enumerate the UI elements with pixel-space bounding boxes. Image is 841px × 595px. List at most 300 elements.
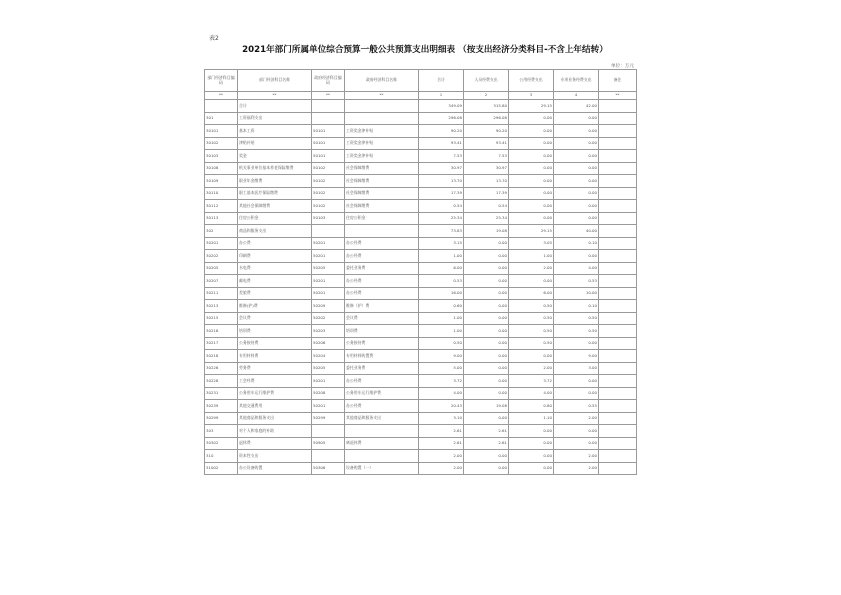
- gov-code-cell: 50201: [312, 250, 345, 263]
- table-row: [205, 462, 637, 475]
- special-cell: 0.00: [554, 200, 599, 213]
- public-cell: 0.00: [509, 275, 554, 288]
- dept-name-cell: 奖金: [238, 150, 312, 163]
- gov-name-cell: 办公经费: [345, 287, 419, 300]
- gov-code-cell: [312, 450, 345, 463]
- unit-label: 单位：万元: [611, 64, 634, 69]
- index-cell: **: [345, 92, 419, 100]
- public-cell: 0.00: [509, 200, 554, 213]
- public-cell: 0.50: [509, 337, 554, 350]
- dept-code-cell: 310: [205, 450, 238, 463]
- total-cell: 0.60: [419, 300, 464, 313]
- dept-code-cell: 30216: [205, 325, 238, 338]
- public-cell: 0.00: [509, 187, 554, 200]
- table-row: [205, 137, 637, 150]
- personnel-cell: 93.41: [464, 137, 509, 150]
- note-cell: [599, 362, 637, 375]
- page-title: 2021年部门所属单位综合预算一般公共预算支出明细表 （按支出经济分类科目-不含上年结转）: [242, 45, 608, 55]
- gov-name-cell: 离退休费: [345, 437, 419, 450]
- personnel-cell: 0.00: [464, 450, 509, 463]
- header-gov-code: 政府经济科目编码: [312, 70, 345, 92]
- index-cell: **: [312, 92, 345, 100]
- table-row: [205, 275, 637, 288]
- dept-code-cell: 30207: [205, 275, 238, 288]
- dept-name-cell: 对个人和家庭的补助: [238, 425, 312, 438]
- public-cell: 0.00: [509, 462, 554, 475]
- special-cell: 0.00: [554, 112, 599, 125]
- note-cell: [599, 412, 637, 425]
- special-cell: 9.00: [554, 350, 599, 363]
- personnel-cell: 0.00: [464, 462, 509, 475]
- total-cell: 9.00: [419, 350, 464, 363]
- table-row: [205, 425, 637, 438]
- gov-code-cell: 50299: [312, 412, 345, 425]
- total-cell: 73.83: [419, 225, 464, 238]
- public-cell: 0.00: [509, 450, 554, 463]
- gov-code-cell: 50208: [312, 387, 345, 400]
- gov-name-cell: 工资奖金津补贴: [345, 137, 419, 150]
- gov-name-cell: [345, 225, 419, 238]
- gov-name-cell: 工资奖金津补贴: [345, 150, 419, 163]
- note-cell: [599, 125, 637, 138]
- dept-code-cell: 30211: [205, 287, 238, 300]
- personnel-cell: 0.00: [464, 250, 509, 263]
- public-cell: 0.50: [509, 312, 554, 325]
- personnel-cell: 30.97: [464, 162, 509, 175]
- table-row: [205, 112, 637, 125]
- gov-code-cell: 50201: [312, 400, 345, 413]
- note-cell: [599, 250, 637, 263]
- dept-name-cell: 邮电费: [238, 275, 312, 288]
- public-cell: 0.00: [509, 350, 554, 363]
- index-cell: **: [205, 92, 238, 100]
- header-special: 专项业务经费支出: [554, 70, 599, 92]
- gov-name-cell: 其他商品和服务支出: [345, 412, 419, 425]
- dept-code-cell: 30110: [205, 187, 238, 200]
- gov-name-cell: 办公经费: [345, 375, 419, 388]
- index-cell: **: [238, 92, 312, 100]
- note-cell: [599, 275, 637, 288]
- public-cell: 6.00: [509, 287, 554, 300]
- gov-code-cell: 50203: [312, 325, 345, 338]
- note-cell: [599, 387, 637, 400]
- special-cell: 3.00: [554, 362, 599, 375]
- gov-code-cell: 50201: [312, 375, 345, 388]
- special-cell: 0.55: [554, 400, 599, 413]
- total-cell: 0.54: [419, 200, 464, 213]
- public-cell: 29.15: [509, 100, 554, 113]
- table-row: [205, 187, 637, 200]
- gov-name-cell: 工资奖金津补贴: [345, 125, 419, 138]
- table-row: [205, 262, 637, 275]
- table-row: [205, 325, 637, 338]
- dept-code-cell: 30101: [205, 125, 238, 138]
- gov-code-cell: 50102: [312, 175, 345, 188]
- total-cell: 25.34: [419, 212, 464, 225]
- dept-name-cell: 其他社会保障缴费: [238, 200, 312, 213]
- gov-name-cell: [345, 425, 419, 438]
- gov-code-cell: 50201: [312, 287, 345, 300]
- dept-code-cell: 30217: [205, 337, 238, 350]
- gov-name-cell: 社会保障缴费: [345, 162, 419, 175]
- dept-name-cell: 公务用车运行维护费: [238, 387, 312, 400]
- personnel-cell: 2.61: [464, 425, 509, 438]
- dept-name-cell: 印刷费: [238, 250, 312, 263]
- note-cell: [599, 462, 637, 475]
- index-cell: 2: [464, 92, 509, 100]
- table-row: [205, 312, 637, 325]
- header-total: 合计: [419, 70, 464, 92]
- gov-name-cell: 培训费: [345, 325, 419, 338]
- dept-code-cell: 30108: [205, 162, 238, 175]
- dept-name-cell: 会议费: [238, 312, 312, 325]
- personnel-cell: 25.34: [464, 212, 509, 225]
- personnel-cell: 0.00: [464, 312, 509, 325]
- dept-name-cell: 公务接待费: [238, 337, 312, 350]
- dept-code-cell: 301: [205, 112, 238, 125]
- gov-code-cell: 50101: [312, 137, 345, 150]
- dept-name-cell: 机关事业单位基本养老保险缴费: [238, 162, 312, 175]
- personnel-cell: 17.39: [464, 187, 509, 200]
- dept-name-cell: 工会经费: [238, 375, 312, 388]
- header-personnel: 人员经费支出: [464, 70, 509, 92]
- table-row: [205, 337, 637, 350]
- gov-code-cell: 50101: [312, 125, 345, 138]
- gov-code-cell: 50102: [312, 200, 345, 213]
- index-row: [205, 92, 637, 100]
- note-cell: [599, 262, 637, 275]
- dept-code-cell: 30218: [205, 350, 238, 363]
- public-cell: 0.00: [509, 112, 554, 125]
- dept-code-cell: 30113: [205, 212, 238, 225]
- note-cell: [599, 337, 637, 350]
- table-row: [205, 237, 637, 250]
- special-cell: 0.00: [554, 212, 599, 225]
- total-cell: 349.09: [419, 100, 464, 113]
- dept-code-cell: 30239: [205, 400, 238, 413]
- dept-name-cell: 津贴补贴: [238, 137, 312, 150]
- note-cell: [599, 200, 637, 213]
- dept-name-cell: 其他商品和服务支出: [238, 412, 312, 425]
- note-cell: [599, 450, 637, 463]
- personnel-cell: 13.70: [464, 175, 509, 188]
- special-cell: 2.00: [554, 412, 599, 425]
- public-cell: 1.10: [509, 412, 554, 425]
- gov-name-cell: 专用材料购置费: [345, 350, 419, 363]
- total-cell: 2.00: [419, 462, 464, 475]
- gov-code-cell: 50102: [312, 162, 345, 175]
- gov-name-cell: 办公经费: [345, 400, 419, 413]
- dept-code-cell: [205, 100, 238, 113]
- total-cell: 16.00: [419, 287, 464, 300]
- total-cell: 1.00: [419, 312, 464, 325]
- total-cell: 2.61: [419, 437, 464, 450]
- note-cell: [599, 325, 637, 338]
- table-row: [205, 350, 637, 363]
- page-label: 表2: [209, 35, 219, 42]
- personnel-cell: 0.00: [464, 387, 509, 400]
- special-cell: 0.00: [554, 387, 599, 400]
- special-cell: 0.00: [554, 150, 599, 163]
- public-cell: 0.00: [509, 175, 554, 188]
- special-cell: 10.00: [554, 287, 599, 300]
- public-cell: 0.80: [509, 400, 554, 413]
- dept-code-cell: 30103: [205, 150, 238, 163]
- index-cell: 4: [554, 92, 599, 100]
- dept-code-cell: 30102: [205, 137, 238, 150]
- note-cell: [599, 300, 637, 313]
- personnel-cell: 0.54: [464, 200, 509, 213]
- total-cell: 20.43: [419, 400, 464, 413]
- special-cell: 0.50: [554, 312, 599, 325]
- dept-name-cell: 基本工资: [238, 125, 312, 138]
- total-cell: 93.41: [419, 137, 464, 150]
- gov-name-cell: [345, 100, 419, 113]
- dept-name-cell: 办公费: [238, 237, 312, 250]
- gov-name-cell: 住房公积金: [345, 212, 419, 225]
- personnel-cell: 19.08: [464, 225, 509, 238]
- gov-name-cell: 办公经费: [345, 250, 419, 263]
- table-row: [205, 287, 637, 300]
- personnel-cell: 19.08: [464, 400, 509, 413]
- personnel-cell: 90.20: [464, 125, 509, 138]
- gov-code-cell: 50202: [312, 312, 345, 325]
- public-cell: 0.00: [509, 212, 554, 225]
- total-cell: 30.97: [419, 162, 464, 175]
- public-cell: 0.50: [509, 325, 554, 338]
- gov-code-cell: 50205: [312, 362, 345, 375]
- gov-code-cell: 50102: [312, 187, 345, 200]
- gov-name-cell: 会议费: [345, 312, 419, 325]
- note-cell: [599, 187, 637, 200]
- gov-name-cell: 社会保障缴费: [345, 187, 419, 200]
- public-cell: 29.15: [509, 225, 554, 238]
- budget-table: [204, 69, 637, 475]
- public-cell: 0.00: [509, 137, 554, 150]
- dept-name-cell: 住房公积金: [238, 212, 312, 225]
- note-cell: [599, 287, 637, 300]
- dept-code-cell: 30213: [205, 300, 238, 313]
- total-cell: 4.00: [419, 387, 464, 400]
- table-row: [205, 400, 637, 413]
- special-cell: 0.00: [554, 137, 599, 150]
- dept-code-cell: 302: [205, 225, 238, 238]
- dept-code-cell: 30112: [205, 200, 238, 213]
- special-cell: 0.00: [554, 162, 599, 175]
- table-row: [205, 162, 637, 175]
- table-row: [205, 225, 637, 238]
- total-cell: 3.10: [419, 412, 464, 425]
- note-cell: [599, 437, 637, 450]
- special-cell: 0.00: [554, 250, 599, 263]
- public-cell: 1.00: [509, 250, 554, 263]
- total-cell: 7.53: [419, 150, 464, 163]
- personnel-cell: 0.00: [464, 237, 509, 250]
- table-row: [205, 412, 637, 425]
- table-row: [205, 375, 637, 388]
- personnel-cell: 0.00: [464, 287, 509, 300]
- budget-table-body: [205, 100, 637, 475]
- dept-name-cell: 职工基本医疗保险缴费: [238, 187, 312, 200]
- public-cell: 0.00: [509, 437, 554, 450]
- special-cell: 0.00: [554, 125, 599, 138]
- special-cell: 42.00: [554, 100, 599, 113]
- header-dept-code: 部门经济科目编码: [205, 70, 238, 92]
- note-cell: [599, 237, 637, 250]
- dept-name-cell: 商品和服务支出: [238, 225, 312, 238]
- dept-code-cell: 30228: [205, 375, 238, 388]
- total-cell: 0.50: [419, 337, 464, 350]
- header-public: 公用经费支出: [509, 70, 554, 92]
- table-row: [205, 437, 637, 450]
- special-cell: 2.00: [554, 462, 599, 475]
- public-cell: 2.00: [509, 362, 554, 375]
- gov-code-cell: 50209: [312, 300, 345, 313]
- dept-name-cell: 维修(护)费: [238, 300, 312, 313]
- gov-name-cell: 公务用车运行维护费: [345, 387, 419, 400]
- header-note: 备注: [599, 70, 637, 92]
- gov-code-cell: 50206: [312, 337, 345, 350]
- table-row: [205, 387, 637, 400]
- special-cell: 0.10: [554, 300, 599, 313]
- note-cell: [599, 162, 637, 175]
- personnel-cell: 0.00: [464, 412, 509, 425]
- gov-code-cell: [312, 425, 345, 438]
- total-cell: 5.00: [419, 362, 464, 375]
- dept-code-cell: 30215: [205, 312, 238, 325]
- total-cell: 2.61: [419, 425, 464, 438]
- header-dept-name: 部门经济科目名称: [238, 70, 312, 92]
- total-cell: 296.08: [419, 112, 464, 125]
- index-cell: 1: [419, 92, 464, 100]
- dept-name-cell: 合计: [238, 100, 312, 113]
- gov-code-cell: 50101: [312, 150, 345, 163]
- note-cell: [599, 100, 637, 113]
- table-row: [205, 450, 637, 463]
- public-cell: 3.72: [509, 375, 554, 388]
- total-cell: 6.00: [419, 262, 464, 275]
- note-cell: [599, 175, 637, 188]
- dept-code-cell: 31002: [205, 462, 238, 475]
- dept-name-cell: 差旅费: [238, 287, 312, 300]
- note-cell: [599, 112, 637, 125]
- total-cell: 0.53: [419, 275, 464, 288]
- gov-code-cell: [312, 112, 345, 125]
- dept-name-cell: 职业年金缴费: [238, 175, 312, 188]
- gov-code-cell: 50205: [312, 262, 345, 275]
- total-cell: 2.00: [419, 450, 464, 463]
- dept-name-cell: 水电费: [238, 262, 312, 275]
- personnel-cell: 0.00: [464, 325, 509, 338]
- table-row: [205, 150, 637, 163]
- dept-name-cell: 办公设备购置: [238, 462, 312, 475]
- total-cell: 3.72: [419, 375, 464, 388]
- special-cell: 0.00: [554, 375, 599, 388]
- gov-name-cell: 办公经费: [345, 275, 419, 288]
- gov-name-cell: 维修（护）费: [345, 300, 419, 313]
- dept-name-cell: 专用材料费: [238, 350, 312, 363]
- note-cell: [599, 312, 637, 325]
- gov-name-cell: [345, 112, 419, 125]
- note-cell: [599, 350, 637, 363]
- index-cell: **: [599, 92, 637, 100]
- gov-name-cell: 社会保障缴费: [345, 175, 419, 188]
- table-row: [205, 175, 637, 188]
- note-cell: [599, 375, 637, 388]
- gov-name-cell: 委托业务费: [345, 362, 419, 375]
- total-cell: 13.70: [419, 175, 464, 188]
- total-cell: 90.20: [419, 125, 464, 138]
- special-cell: 0.00: [554, 425, 599, 438]
- public-cell: 0.00: [509, 125, 554, 138]
- personnel-cell: 0.00: [464, 375, 509, 388]
- gov-name-cell: 公务接待费: [345, 337, 419, 350]
- special-cell: 0.00: [554, 437, 599, 450]
- total-cell: 1.00: [419, 325, 464, 338]
- header-gov-name: 政府经济科目名称: [345, 70, 419, 92]
- personnel-cell: 0.00: [464, 337, 509, 350]
- personnel-cell: 0.00: [464, 362, 509, 375]
- table-row: [205, 300, 637, 313]
- note-cell: [599, 425, 637, 438]
- gov-code-cell: 50201: [312, 237, 345, 250]
- gov-code-cell: 50204: [312, 350, 345, 363]
- public-cell: 0.00: [509, 425, 554, 438]
- dept-code-cell: 30109: [205, 175, 238, 188]
- personnel-cell: 296.08: [464, 112, 509, 125]
- public-cell: 3.05: [509, 237, 554, 250]
- personnel-cell: 0.00: [464, 262, 509, 275]
- special-cell: 0.00: [554, 337, 599, 350]
- gov-name-cell: 委托业务费: [345, 262, 419, 275]
- dept-code-cell: 30302: [205, 437, 238, 450]
- gov-code-cell: 50103: [312, 212, 345, 225]
- special-cell: 40.00: [554, 225, 599, 238]
- dept-code-cell: 30299: [205, 412, 238, 425]
- special-cell: 0.50: [554, 325, 599, 338]
- dept-name-cell: 其他交通费用: [238, 400, 312, 413]
- note-cell: [599, 150, 637, 163]
- dept-code-cell: 30202: [205, 250, 238, 263]
- special-cell: 0.00: [554, 175, 599, 188]
- public-cell: 0.50: [509, 300, 554, 313]
- header-row: [205, 70, 637, 92]
- special-cell: 4.00: [554, 262, 599, 275]
- note-cell: [599, 400, 637, 413]
- public-cell: 0.00: [509, 150, 554, 163]
- total-cell: 17.39: [419, 187, 464, 200]
- table-row: [205, 125, 637, 138]
- personnel-cell: 0.00: [464, 350, 509, 363]
- table-row: [205, 362, 637, 375]
- dept-name-cell: 退休费: [238, 437, 312, 450]
- personnel-cell: 315.80: [464, 100, 509, 113]
- table-row: [205, 200, 637, 213]
- gov-code-cell: 50306: [312, 462, 345, 475]
- special-cell: 0.00: [554, 187, 599, 200]
- personnel-cell: 2.61: [464, 437, 509, 450]
- dept-code-cell: 30231: [205, 387, 238, 400]
- gov-name-cell: 设备购置（一）: [345, 462, 419, 475]
- public-cell: 4.00: [509, 387, 554, 400]
- total-cell: 3.15: [419, 237, 464, 250]
- dept-code-cell: 30201: [205, 237, 238, 250]
- special-cell: 2.00: [554, 450, 599, 463]
- gov-code-cell: [312, 100, 345, 113]
- dept-name-cell: 培训费: [238, 325, 312, 338]
- gov-code-cell: 50905: [312, 437, 345, 450]
- personnel-cell: 0.00: [464, 300, 509, 313]
